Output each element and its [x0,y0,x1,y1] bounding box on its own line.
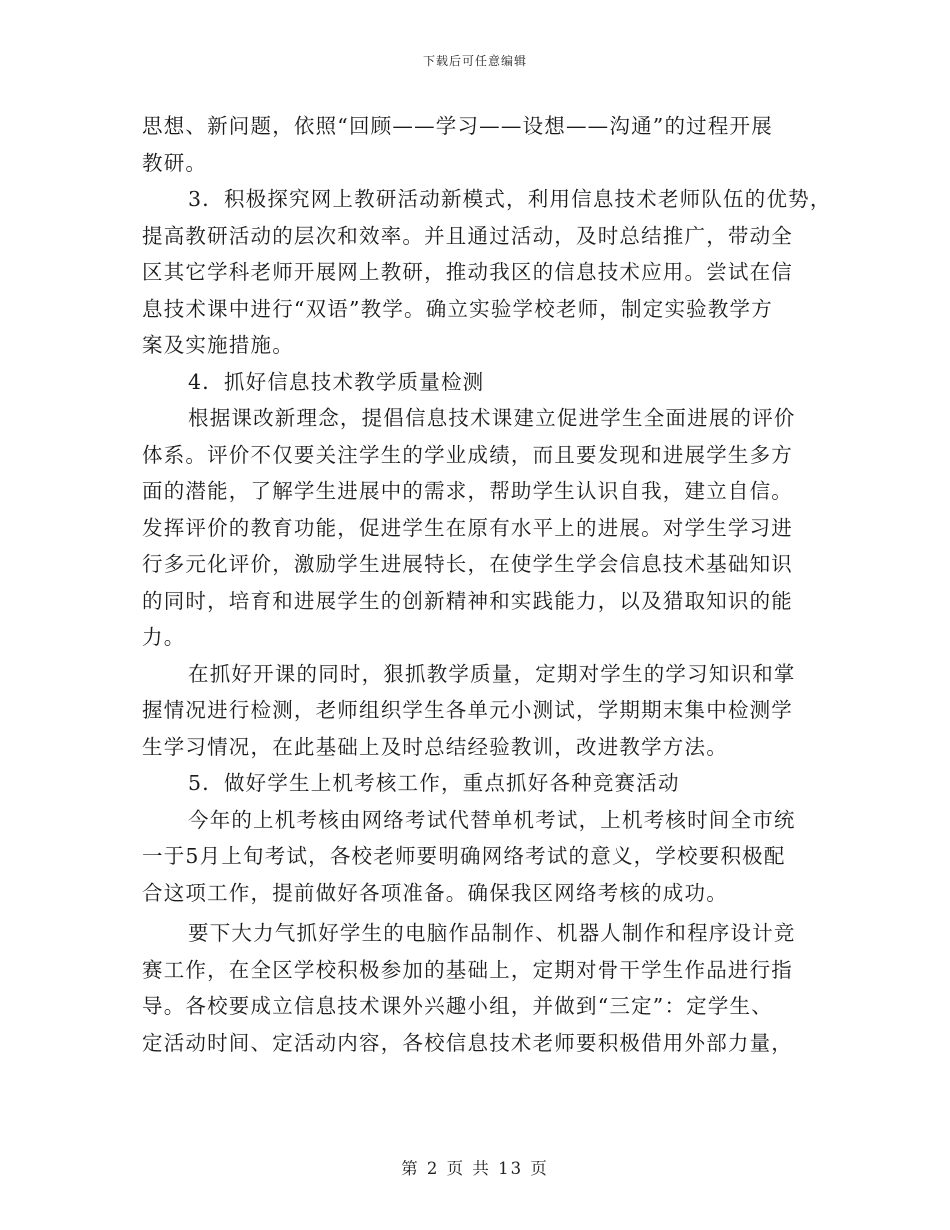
text-line: 一于5月上旬考试，各校老师要明确网络考试的意义，学校要积极配 [142,844,786,868]
page-header: 下载后可任意编辑 [422,54,527,68]
text-line: 息技术课中进行“双语”教学。确立实验学校老师，制定实验教学方 [142,296,773,321]
text-line: 生学习情况，在此基础上及时总结经验教训，改进教学方法。 [142,734,728,759]
text-line: 定活动时间、定活动内容，各校信息技术老师要积极借用外部力量， [142,1030,793,1055]
text-line: 教研。 [142,150,208,175]
text-line: 提高教研活动的层次和效率。并且通过活动，及时总结推广，带动全 [142,223,793,248]
text-line: 案及实施措施。 [142,333,294,357]
text-line: 赛工作，在全区学校积极参加的基础上，定期对骨干学生作品进行指 [142,957,793,982]
text-line: 握情况进行检测，老师组织学生各单元小测试，学期期末集中检测学 [142,698,793,722]
text-line: 面的潜能，了解学生进展中的需求，帮助学生认识自我，建立自信。 [142,479,793,503]
section-heading: 4．抓好信息技术教学质量检测 [188,369,485,394]
text-line: 要下大力气抓好学生的电脑作品制作、机器人制作和程序设计竞 [188,921,796,945]
document-body [142,108,832,1061]
text-line: 力。 [142,625,186,649]
text-line: 今年的上机考核由网络考试代替单机考试，上机考核时间全市统 [188,807,796,832]
text-line: 思想、新问题，依照“回顾——学习——设想——沟通”的过程开展 [142,114,773,138]
text-line: 的同时，培育和进展学生的创新精神和实践能力，以及猎取知识的能 [142,588,793,613]
text-line: 行多元化评价，激励学生进展特长，在使学生学会信息技术基础知识 [142,552,793,576]
text-line: 导。各校要成立信息技术课外兴趣小组，并做到“三定”：定学生、 [142,994,773,1018]
text-line: 根据课改新理念，提倡信息技术课建立促进学生全面进展的评价 [188,406,796,430]
section-heading: 5．做好学生上机考核工作，重点抓好各种竞赛活动 [188,771,680,795]
text-line: 3．积极探究网上教研活动新模式，利用信息技术老师队伍的优势， [188,187,832,211]
text-line: 发挥评价的教育功能，促进学生在原有水平上的进展。对学生学习进 [142,515,793,540]
text-line: 区其它学科老师开展网上教研，推动我区的信息技术应用。尝试在信 [142,260,793,284]
text-line: 合这项工作，提前做好各项准备。确保我区网络考核的成功。 [142,880,728,905]
page-number-footer: 第 2 页 共 13 页 [401,1159,549,1178]
text-line: 体系。评价不仅要关注学生的学业成绩，而且要发现和进展学生多方 [142,442,793,467]
text-line: 在抓好开课的同时，狠抓教学质量，定期对学生的学习知识和掌 [188,661,796,686]
